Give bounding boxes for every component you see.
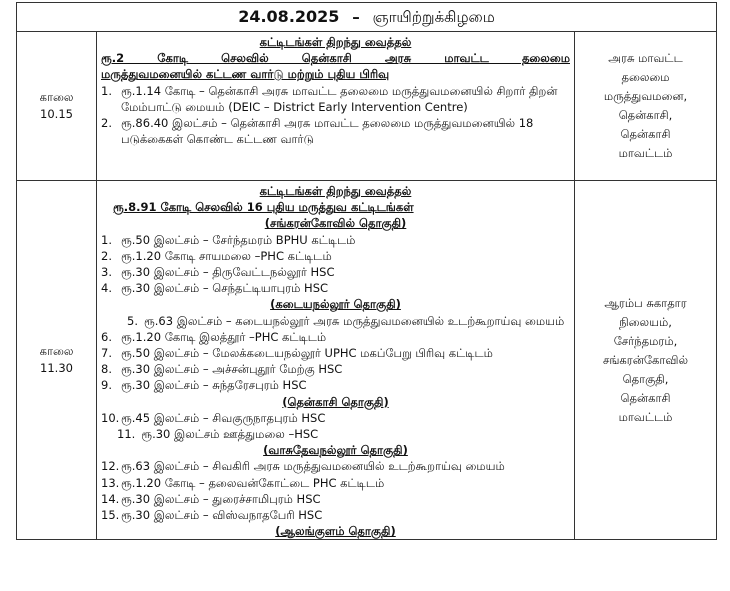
item-text: ரூ.30 இலட்சம் – செந்தட்டியாபுரம் HSC [121,281,329,296]
constituency-heading: (கடையநல்லூர் தொகுதி) [270,297,401,312]
item-number: 12. [101,459,120,474]
list-item [101,329,570,345]
event-subheading-line1: ரூ.2 கோடி செலவில் தென்காசி அரசு மாவட்ட தலைமை [101,51,570,66]
venue-lines [579,49,712,163]
list-item [101,248,570,264]
item-number: 2. [101,116,112,131]
item-text: ரூ.30 இலட்சம் – அச்சன்புதூர் மேற்கு HSC [121,362,343,377]
constituency-heading: (தென்காசி தொகுதி) [282,394,389,409]
list-item [101,280,570,296]
item-number: 1. [101,83,112,98]
venue-line: மருத்துவமனை, [603,89,688,103]
item-number: 1. [101,232,112,247]
time-cell-2 [17,181,97,540]
list-item [101,458,570,474]
item-number: 7. [101,346,112,361]
venue-line: ஆரம்ப சுகாதார [604,295,687,310]
venue-line: சங்கரன்கோவில் [602,352,689,367]
item-number: 13. [101,475,120,490]
schedule-table [16,2,717,540]
list-item [101,507,570,523]
list-item [101,361,570,377]
item-number: 15. [101,508,120,523]
event-sections [101,215,570,539]
item-number: 6. [101,329,112,344]
item-text: ரூ.1.14 கோடி – தென்காசி அரசு மாவட்ட தலைமை மருத்துவமனையில் சிறார் திறன் மேம்பாட்டு மையம் (DEIC – District Early Intervention Centre) [121,83,558,114]
event-heading: கட்டிடங்கள் திறந்து வைத்தல் [259,35,412,49]
item-text: ரூ.1.20 கோடி இலத்தூர் –PHC கட்டிடம் [121,329,327,344]
venue-line: தென்காசி [620,127,671,141]
time-value: 11.30 [40,361,73,376]
venue-line: நிலையம், [619,314,672,329]
item-text: ரூ.63 இலட்சம் – கடையநல்லூர் அரசு மருத்துவமனையில் உடற்கூறாய்வு மையம் [143,313,565,328]
event-cell-2 [97,181,575,540]
event-subheading: ரூ.8.91 கோடி செலவில் 16 புதிய மருத்துவ கட்டிடங்கள் [113,200,414,215]
item-text: ரூ.30 இலட்சம் – திருவேட்டநல்லூர் HSC [121,265,335,280]
venue-lines [579,294,712,427]
item-number: 3. [101,265,112,280]
list-item [101,426,570,442]
list-item [101,264,570,280]
venue-line: தொகுதி, [622,371,669,386]
event-subheading-line2: மருத்துவமனையில் கட்டண வார்டு மற்றும் புதிய பிரிவு [101,67,390,82]
date-dash: – [352,8,360,26]
list-item [101,377,570,393]
list-item [101,115,570,147]
item-number: 4. [101,281,112,296]
venue-line: அரசு மாவட்ட [608,51,683,65]
item-number: 11. [117,427,136,442]
constituency-heading: (சங்கரன்கோவில் தொகுதி) [264,216,407,231]
venue-line: சேர்ந்தமரம், [613,333,678,348]
venue-line: தென்காசி, [618,108,673,122]
date-header [17,3,717,32]
date-row [17,3,717,32]
time-value: 10.15 [40,107,73,121]
constituency-heading: (வாசுதேவநல்லூர் தொகுதி) [263,443,408,458]
constituency-heading: (ஆலங்குளம் தொகுதி) [275,524,396,539]
item-text: ரூ.30 இலட்சம் ஊத்துமலை –HSC [141,427,319,442]
venue-cell-1 [575,32,717,181]
list-item [101,491,570,507]
event-heading: கட்டிடங்கள் திறந்து வைத்தல் [259,184,412,198]
time-label: காலை [39,90,74,104]
item-number: 5. [127,313,138,328]
item-text: ரூ.50 இலட்சம் – மேலக்கடையநல்லூர் UPHC மகப்பேறு பிரிவு கட்டிடம் [121,346,493,361]
item-text: ரூ.50 இலட்சம் – சேர்ந்தமரம் BPHU கட்டிடம் [121,232,356,247]
time-label: காலை [39,344,74,359]
item-text: ரூ.45 இலட்சம் – சிவகுருநாதபுரம் HSC [121,410,326,425]
day-text: ஞாயிற்றுக்கிழமை [372,8,495,26]
item-text: ரூ.30 இலட்சம் – துரைச்சாமிபுரம் HSC [121,491,321,506]
venue-line: மாவட்டம் [618,146,673,160]
venue-cell-2 [575,181,717,540]
item-number: 2. [101,248,112,263]
item-text: ரூ.86.40 இலட்சம் – தென்காசி அரசு மாவட்ட தலைமை மருத்துவமனையில் 18 படுக்கைகள் கொண்ட கட்டண வார்டு [121,116,534,147]
list-item [101,232,570,248]
schedule-row-2 [17,181,717,540]
event-item-list [101,83,570,148]
item-text: ரூ.1.20 கோடி சாயமலை –PHC கட்டிடம் [121,248,332,263]
list-item [101,410,570,426]
item-number: 9. [101,378,112,393]
item-number: 14. [101,491,120,506]
schedule-row-1 [17,32,717,181]
date-text: 24.08.2025 [238,7,340,26]
list-item [101,475,570,491]
venue-line: மாவட்டம் [618,409,673,424]
item-text: ரூ.1.20 கோடி – தலைவன்கோட்டை PHC கட்டிடம் [121,475,385,490]
venue-line: தென்காசி [620,390,671,405]
time-cell-1 [17,32,97,181]
venue-line: தலைமை [621,70,670,84]
item-text: ரூ.63 இலட்சம் – சிவகிரி அரசு மருத்துவமனையில் உடற்கூறாய்வு மையம் [121,459,505,474]
item-number: 10. [101,410,120,425]
list-item [101,345,570,361]
item-text: ரூ.30 இலட்சம் – விஸ்வநாதபேரி HSC [121,508,323,523]
item-number: 8. [101,362,112,377]
item-text: ரூ.30 இலட்சம் – சுந்தரேசபுரம் HSC [121,378,307,393]
event-cell-1 [97,32,575,181]
list-item [101,313,570,329]
list-item [101,83,570,115]
